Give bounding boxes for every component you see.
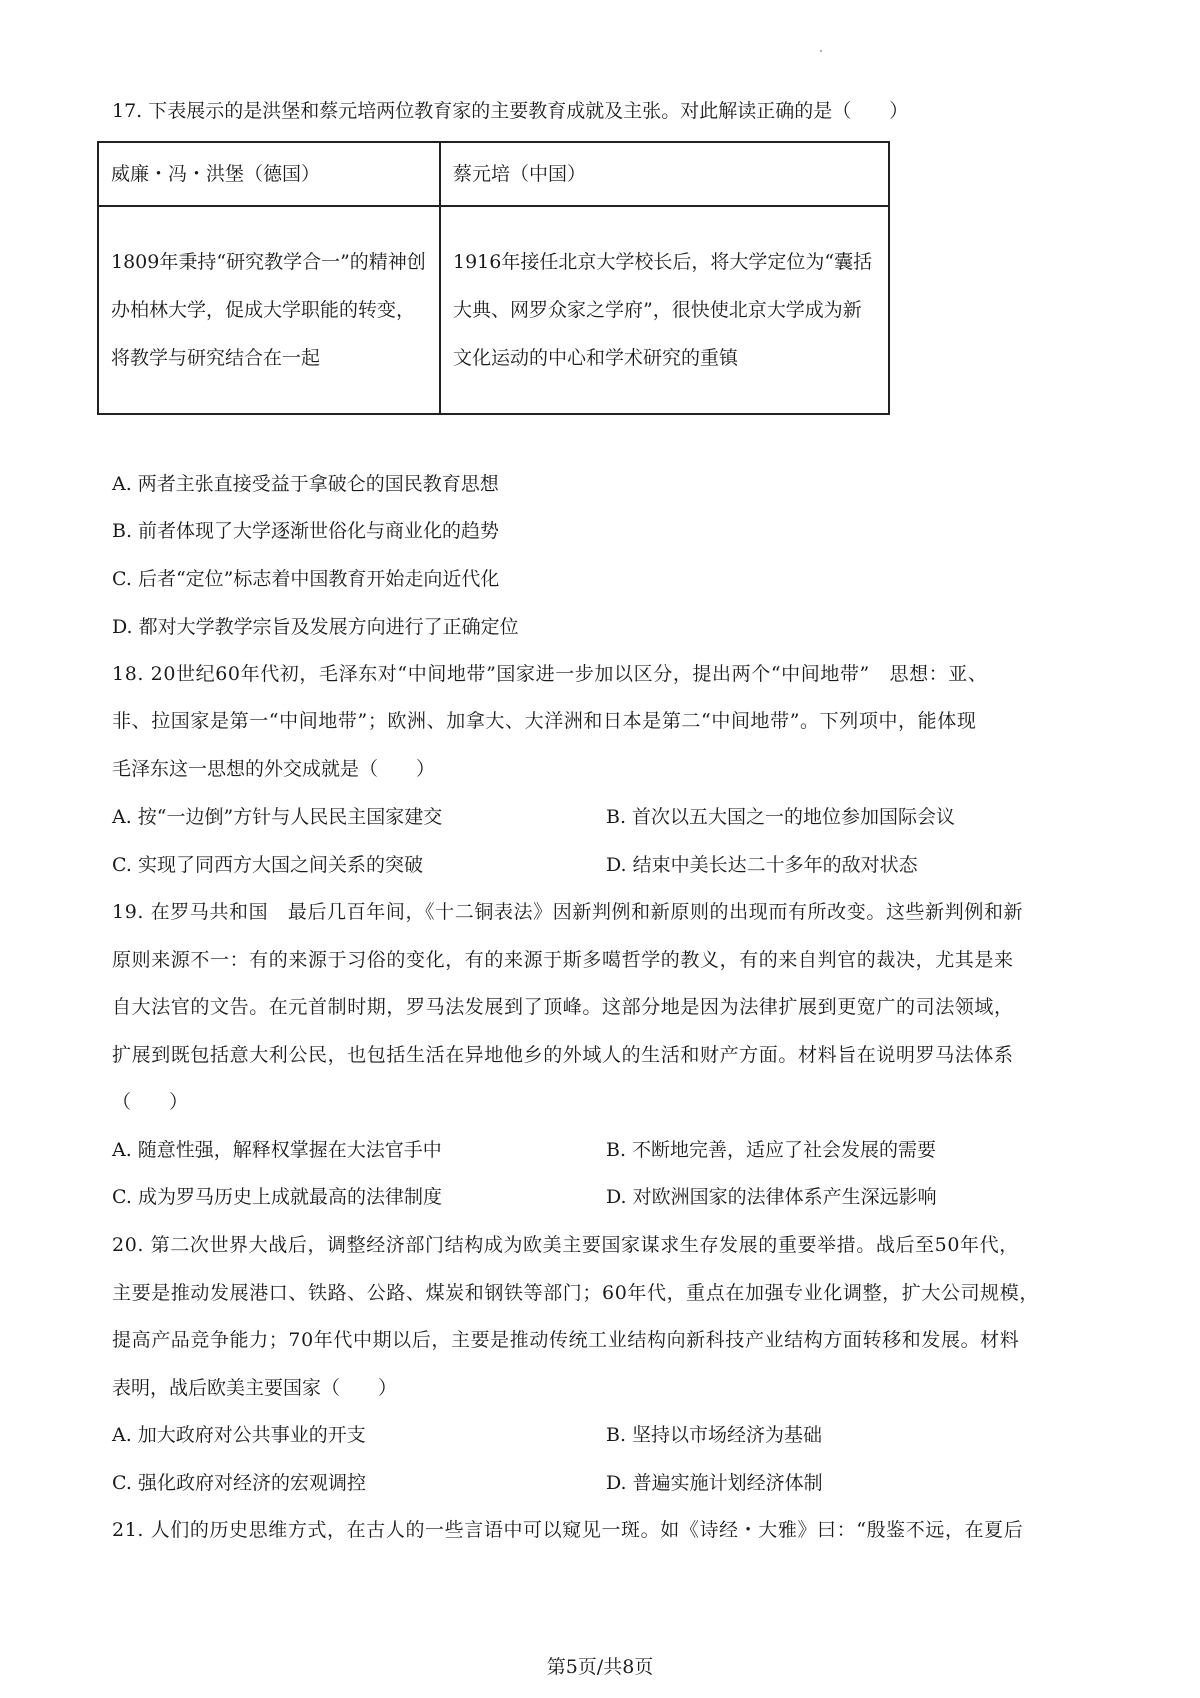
q19-option-b: B. 不断地完善，适应了社会发展的需要 (606, 1139, 937, 1161)
q17-table (97, 141, 890, 415)
table-cell-humboldt: 1809年秉持“研究教学合一”的精神创办柏林大学，促成大学职能的转变，将教学与研究结合在一起 (111, 251, 426, 369)
q19-stem-line-5: （ ） (112, 1091, 189, 1113)
q19-stem-line-1: 19. 在罗马共和国 最后几百年间，《十二铜表法》因新判例和新原则的出现而有所改变。这些新判例和新 (112, 901, 1024, 923)
table-cell-humboldt-wrap (98, 206, 440, 414)
q18-stem-line-3: 毛泽东这一思想的外交成就是（ ） (112, 758, 436, 780)
q17-option-a: A. 两者主张直接受益于拿破仑的国民教育思想 (112, 473, 499, 495)
q19-stem-line-2: 原则来源不一：有的来源于习俗的变化，有的来源于斯多噶哲学的教义，有的来自判官的裁决，尤其是来 (112, 949, 1014, 971)
q19-option-c: C. 成为罗马历史上成就最高的法律制度 (112, 1186, 442, 1208)
q17-option-c: C. 后者“定位”标志着中国教育开始走向近代化 (112, 568, 500, 590)
q19-stem-line-4: 扩展到既包括意大利公民，也包括生活在异地他乡的外域人的生活和财产方面。材料旨在说明罗马法体系 (112, 1044, 1014, 1066)
scan-speck (820, 50, 822, 52)
q17-option-b: B. 前者体现了大学逐渐世俗化与商业化的趋势 (112, 520, 500, 542)
table-cell-cai-yuanpei: 1916年接任北京大学校长后，将大学定位为“囊括大典、网罗众家之学府”，很快使北京大学成为新文化运动的中心和学术研究的重镇 (453, 251, 873, 369)
q20-option-b: B. 坚持以市场经济为基础 (606, 1424, 823, 1446)
table-body-row (98, 206, 889, 414)
q20-option-a: A. 加大政府对公共事业的开支 (112, 1424, 366, 1446)
q17-option-d: D. 都对大学教学宗旨及发展方向进行了正确定位 (112, 616, 519, 638)
q18-stem-line-1: 18. 20世纪60年代初，毛泽东对“中间地带”国家进一步加以区分，提出两个“中间地带” 思想：亚、 (112, 663, 988, 685)
table-cell-cai-wrap (440, 206, 889, 414)
q17-stem: 17. 下表展示的是洪堡和蔡元培两位教育家的主要教育成就及主张。对此解读正确的是（ ） (112, 100, 909, 122)
q20-stem-line-2: 主要是推动发展港口、铁路、公路、煤炭和钢铁等部门；60年代，重点在加强专业化调整，扩大公司规模， (112, 1282, 1039, 1304)
q19-stem-line-3: 自大法官的文告。在元首制时期，罗马法发展到了顶峰。这部分地是因为法律扩展到更宽广的司法领域， (112, 996, 1014, 1018)
q18-option-c: C. 实现了同西方大国之间关系的突破 (112, 854, 423, 876)
table-header-row (98, 142, 889, 206)
page-number: 第5页/共8页 (546, 1656, 654, 1678)
q18-option-b: B. 首次以五大国之一的地位参加国际会议 (606, 806, 956, 828)
q20-stem-line-3: 提高产品竞争能力；70年代中期以后，主要是推动传统工业结构向新科技产业结构方面转移和发展。材料 (112, 1329, 1020, 1351)
q20-option-c: C. 强化政府对经济的宏观调控 (112, 1472, 366, 1494)
q20-stem-line-1: 20. 第二次世界大战后，调整经济部门结构成为欧美主要国家谋求生存发展的重要举措。战后至50年代， (112, 1234, 1019, 1256)
q18-stem-line-2: 非、拉国家是第一“中间地带”；欧洲、加拿大、大洋洲和日本是第二“中间地带”。下列项中，能体现 (112, 710, 977, 732)
table-header-cai-yuanpei: 蔡元培（中国） (440, 142, 889, 206)
q18-option-a: A. 按“一边倒”方针与人民民主国家建交 (112, 806, 443, 828)
q19-option-d: D. 对欧洲国家的法律体系产生深远影响 (606, 1186, 937, 1208)
q21-stem-line-1: 21. 人们的历史思维方式，在古人的一些言语中可以窥见一斑。如《诗经・大雅》曰：“殷鉴不远，在夏后 (112, 1519, 1024, 1541)
q20-stem-line-4: 表明，战后欧美主要国家（ ） (112, 1377, 398, 1399)
q19-option-a: A. 随意性强，解释权掌握在大法官手中 (112, 1139, 442, 1161)
q18-option-d: D. 结束中美长达二十多年的敌对状态 (606, 854, 918, 876)
q20-option-d: D. 普遍实施计划经济体制 (606, 1472, 823, 1494)
table-header-humboldt: 威廉・冯・洪堡（德国） (98, 142, 440, 206)
